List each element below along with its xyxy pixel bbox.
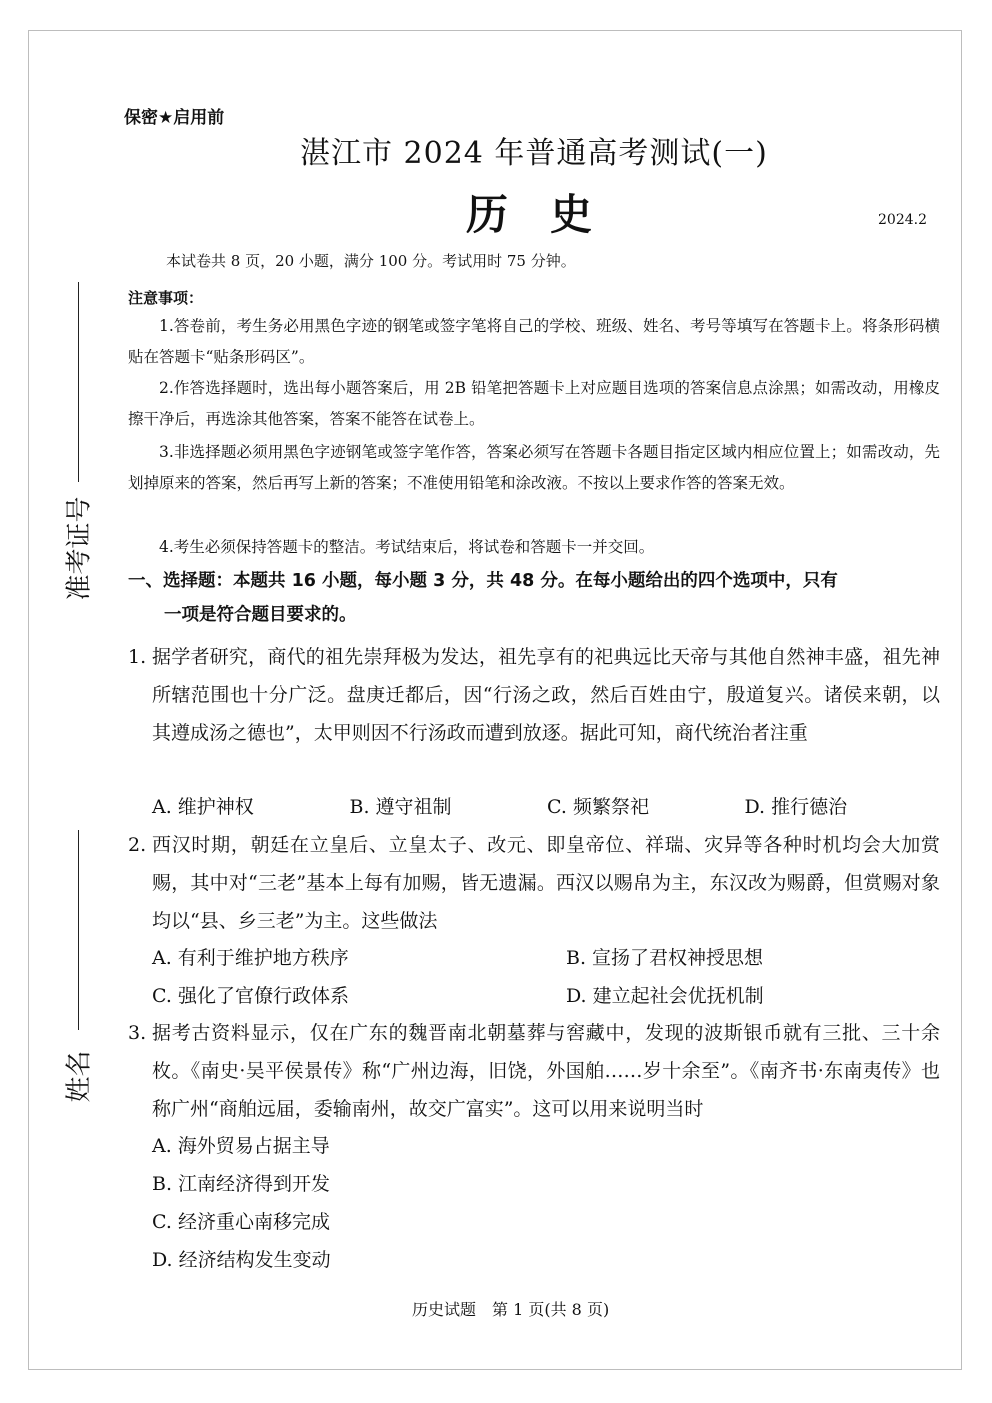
page-footer: 历史试题 第 1 页(共 8 页) [412, 1300, 610, 1319]
admission-number-line [78, 282, 79, 482]
option-d: D. 经济结构发生变动 [152, 1249, 331, 1271]
name-line [78, 830, 79, 1030]
subject-title: 历史 [466, 190, 635, 239]
option-d: D. 建立起社会优抚机制 [566, 985, 764, 1007]
confidential-mark: 保密★启用前 [124, 108, 225, 128]
option-c: C. 强化了官僚行政体系 [152, 985, 349, 1007]
section-heading-line1: 一、选择题：本题共 16 小题，每小题 3 分，共 48 分。在每小题给出的四个选项中，只有 [128, 571, 838, 591]
admission-number-label: 准考证号 [64, 496, 95, 601]
notice-heading: 注意事项： [128, 289, 204, 307]
section-heading [128, 564, 940, 632]
notice-item: 4.考生必须保持答题卡的整洁。考试结束后，将试卷和答题卡一并交回。 [159, 538, 655, 556]
name-label: 姓名 [64, 1050, 95, 1103]
question-number: 1. [128, 646, 147, 668]
option-a: A. 海外贸易占据主导 [152, 1135, 330, 1157]
exam-date: 2024.2 [878, 212, 927, 228]
notice-item: 3.非选择题必须用黑色字迹钢笔或签字笔作答，答案必须写在答题卡各题目指定区域内相应位置上；如需改动，先划掉原来的答案，然后再写上新的答案；不准使用铅笔和涂改液。不按以上要求作答的答案无效。 [128, 443, 940, 492]
option-c: C. 频繁祭祀 [547, 796, 649, 818]
option-c: C. 经济重心南移完成 [152, 1211, 330, 1233]
option-a: A. 维护神权 [152, 796, 254, 818]
option-d: D. 推行德治 [744, 796, 848, 818]
exam-intro: 本试卷共 8 页，20 小题，满分 100 分。考试用时 75 分钟。 [166, 252, 576, 270]
exam-title: 湛江市 2024 年普通高考测试(一) [300, 136, 768, 171]
section-heading-line2: 一项是符合题目要求的。 [164, 605, 357, 625]
question-1 [128, 638, 940, 752]
question-number: 2. [128, 834, 147, 856]
question-number: 3. [128, 1022, 147, 1044]
question-stem: 西汉时期，朝廷在立皇后、立皇太子、改元、即皇帝位、祥瑞、灾异等各种时机均会大加赏赐，其中对“三老”基本上每有加赐，皆无遗漏。西汉以赐帛为主，东汉改为赐爵，但赏赐对象均以“县、乡三老”为主。这些做法 [152, 834, 940, 932]
question-2 [128, 826, 940, 940]
option-b: B. 江南经济得到开发 [152, 1173, 331, 1195]
question-3 [128, 1014, 940, 1128]
notice-item: 2.作答选择题时，选出每小题答案后，用 2B 铅笔把答题卡上对应题目选项的答案信息点涂黑；如需改动，用橡皮擦干净后，再选涂其他答案，答案不能答在试卷上。 [128, 379, 940, 428]
option-a: A. 有利于维护地方秩序 [152, 947, 349, 969]
option-b: B. 遵守祖制 [349, 796, 452, 818]
question-stem: 据考古资料显示，仅在广东的魏晋南北朝墓葬与窖藏中，发现的波斯银币就有三批、三十余枚。《南史·吴平侯景传》称“广州边海，旧饶，外国舶……岁十余至”。《南齐书·东南夷传》也称广州“商舶远届，委输南州，故交广富实”。这可以用来说明当时 [152, 1022, 940, 1120]
question-1-options [152, 792, 942, 819]
notice-item: 1.答卷前，考生务必用黑色字迹的钢笔或签字笔将自己的学校、班级、姓名、考号等填写在答题卡上。将条形码横贴在答题卡“贴条形码区”。 [128, 317, 940, 366]
option-b: B. 宣扬了君权神授思想 [566, 947, 764, 969]
question-stem: 据学者研究，商代的祖先崇拜极为发达，祖先享有的祀典远比天帝与其他自然神丰盛，祖先神所辖范围也十分广泛。盘庚迁都后，因“行汤之政，然后百姓由宁，殷道复兴。诸侯来朝，以其遵成汤之德也”，太甲则因不行汤政而遭到放逐。据此可知，商代统治者注重 [152, 646, 940, 744]
